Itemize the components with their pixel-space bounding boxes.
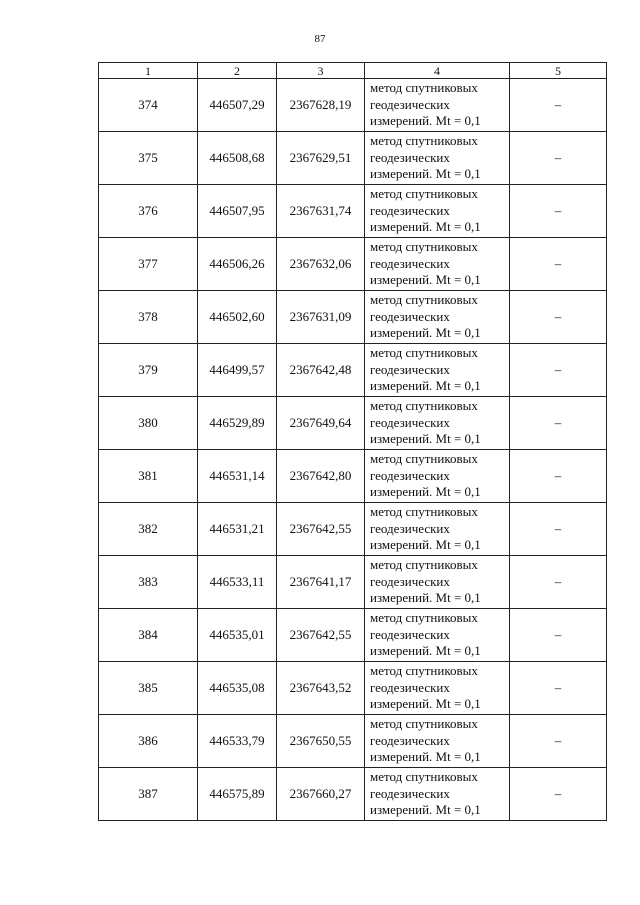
method-line: геодезических: [370, 785, 450, 801]
coordinate-y-cell: 2367631,09: [277, 291, 365, 344]
note-cell: –: [510, 715, 607, 768]
method-cell: [365, 344, 510, 397]
method-line: метод спутниковых: [370, 398, 478, 414]
coordinate-x-cell: 446535,08: [198, 662, 277, 715]
method-cell: [365, 185, 510, 238]
method-line: метод спутниковых: [370, 716, 478, 732]
coordinate-x-cell: 446507,29: [198, 79, 277, 132]
table-row: [99, 291, 607, 344]
method-line: метод спутниковых: [370, 769, 478, 785]
coordinate-y-cell: 2367660,27: [277, 768, 365, 821]
method-cell: [365, 503, 510, 556]
table-row: [99, 609, 607, 662]
point-number-cell: 378: [99, 291, 198, 344]
method-line: метод спутниковых: [370, 133, 478, 149]
method-cell: [365, 291, 510, 344]
table-row: [99, 132, 607, 185]
coordinate-x-cell: 446533,79: [198, 715, 277, 768]
method-line: метод спутниковых: [370, 504, 478, 520]
point-number-cell: 385: [99, 662, 198, 715]
method-cell: [365, 609, 510, 662]
header-col-4: 4: [365, 63, 510, 79]
point-number-cell: 379: [99, 344, 198, 397]
note-cell: –: [510, 662, 607, 715]
coordinate-x-cell: 446529,89: [198, 397, 277, 450]
coordinate-y-cell: 2367650,55: [277, 715, 365, 768]
method-line: геодезических: [370, 573, 450, 589]
method-line: геодезических: [370, 255, 450, 271]
method-line: измерений. Mt = 0,1: [370, 696, 481, 712]
table-row: [99, 662, 607, 715]
table-row: [99, 556, 607, 609]
method-line: измерений. Mt = 0,1: [370, 272, 481, 288]
method-cell: [365, 238, 510, 291]
method-line: измерений. Mt = 0,1: [370, 325, 481, 341]
coordinate-x-cell: 446531,21: [198, 503, 277, 556]
method-cell: [365, 556, 510, 609]
note-cell: –: [510, 503, 607, 556]
table-row: [99, 397, 607, 450]
coordinate-x-cell: 446575,89: [198, 768, 277, 821]
coordinate-x-cell: 446535,01: [198, 609, 277, 662]
point-number-cell: 387: [99, 768, 198, 821]
note-cell: –: [510, 768, 607, 821]
table-row: [99, 344, 607, 397]
coordinate-x-cell: 446531,14: [198, 450, 277, 503]
method-line: геодезических: [370, 679, 450, 695]
coordinate-x-cell: 446502,60: [198, 291, 277, 344]
coordinate-x-cell: 446533,11: [198, 556, 277, 609]
method-line: геодезических: [370, 308, 450, 324]
method-line: метод спутниковых: [370, 80, 478, 96]
coordinate-x-cell: 446506,26: [198, 238, 277, 291]
note-cell: –: [510, 609, 607, 662]
note-cell: –: [510, 344, 607, 397]
method-line: геодезических: [370, 467, 450, 483]
table-row: [99, 450, 607, 503]
method-cell: [365, 715, 510, 768]
coordinate-x-cell: 446508,68: [198, 132, 277, 185]
method-line: геодезических: [370, 361, 450, 377]
coordinate-y-cell: 2367629,51: [277, 132, 365, 185]
header-col-1: 1: [99, 63, 198, 79]
method-line: измерений. Mt = 0,1: [370, 749, 481, 765]
note-cell: –: [510, 556, 607, 609]
method-line: метод спутниковых: [370, 610, 478, 626]
method-line: геодезических: [370, 626, 450, 642]
table-row: [99, 238, 607, 291]
coordinate-y-cell: 2367632,06: [277, 238, 365, 291]
method-cell: [365, 662, 510, 715]
coordinate-y-cell: 2367642,48: [277, 344, 365, 397]
method-line: метод спутниковых: [370, 292, 478, 308]
method-cell: [365, 79, 510, 132]
point-number-cell: 386: [99, 715, 198, 768]
table-row: [99, 79, 607, 132]
method-line: измерений. Mt = 0,1: [370, 113, 481, 129]
coordinate-y-cell: 2367642,55: [277, 609, 365, 662]
method-cell: [365, 450, 510, 503]
coordinate-y-cell: 2367631,74: [277, 185, 365, 238]
method-line: геодезических: [370, 202, 450, 218]
method-line: метод спутниковых: [370, 186, 478, 202]
method-line: измерений. Mt = 0,1: [370, 537, 481, 553]
point-number-cell: 384: [99, 609, 198, 662]
point-number-cell: 383: [99, 556, 198, 609]
point-number-cell: 382: [99, 503, 198, 556]
point-number-cell: 380: [99, 397, 198, 450]
table-row: [99, 185, 607, 238]
method-line: метод спутниковых: [370, 557, 478, 573]
header-col-3: 3: [277, 63, 365, 79]
method-line: геодезических: [370, 732, 450, 748]
note-cell: –: [510, 185, 607, 238]
method-cell: [365, 397, 510, 450]
table-row: [99, 715, 607, 768]
method-line: геодезических: [370, 520, 450, 536]
method-line: метод спутниковых: [370, 239, 478, 255]
header-row: [99, 63, 607, 79]
coordinate-x-cell: 446499,57: [198, 344, 277, 397]
coordinate-y-cell: 2367649,64: [277, 397, 365, 450]
page-number: 87: [314, 33, 326, 45]
method-line: метод спутниковых: [370, 451, 478, 467]
note-cell: –: [510, 291, 607, 344]
coordinate-y-cell: 2367641,17: [277, 556, 365, 609]
note-cell: –: [510, 397, 607, 450]
header-col-2: 2: [198, 63, 277, 79]
method-cell: [365, 768, 510, 821]
table-header: [99, 63, 607, 79]
note-cell: –: [510, 132, 607, 185]
method-line: измерений. Mt = 0,1: [370, 219, 481, 235]
point-number-cell: 375: [99, 132, 198, 185]
coordinate-y-cell: 2367643,52: [277, 662, 365, 715]
coordinate-x-cell: 446507,95: [198, 185, 277, 238]
table-body: [99, 79, 607, 821]
method-line: измерений. Mt = 0,1: [370, 590, 481, 606]
method-line: геодезических: [370, 414, 450, 430]
coordinate-y-cell: 2367628,19: [277, 79, 365, 132]
header-col-5: 5: [510, 63, 607, 79]
point-number-cell: 377: [99, 238, 198, 291]
method-line: измерений. Mt = 0,1: [370, 166, 481, 182]
point-number-cell: 376: [99, 185, 198, 238]
method-line: метод спутниковых: [370, 663, 478, 679]
method-line: геодезических: [370, 149, 450, 165]
method-line: измерений. Mt = 0,1: [370, 643, 481, 659]
note-cell: –: [510, 450, 607, 503]
method-line: геодезических: [370, 96, 450, 112]
method-line: измерений. Mt = 0,1: [370, 802, 481, 818]
point-number-cell: 374: [99, 79, 198, 132]
note-cell: –: [510, 238, 607, 291]
table-row: [99, 503, 607, 556]
method-line: измерений. Mt = 0,1: [370, 378, 481, 394]
method-cell: [365, 132, 510, 185]
coordinate-y-cell: 2367642,55: [277, 503, 365, 556]
method-line: измерений. Mt = 0,1: [370, 484, 481, 500]
point-number-cell: 381: [99, 450, 198, 503]
coordinates-table: [98, 62, 607, 821]
method-line: измерений. Mt = 0,1: [370, 431, 481, 447]
table-row: [99, 768, 607, 821]
note-cell: –: [510, 79, 607, 132]
method-line: метод спутниковых: [370, 345, 478, 361]
coordinate-y-cell: 2367642,80: [277, 450, 365, 503]
